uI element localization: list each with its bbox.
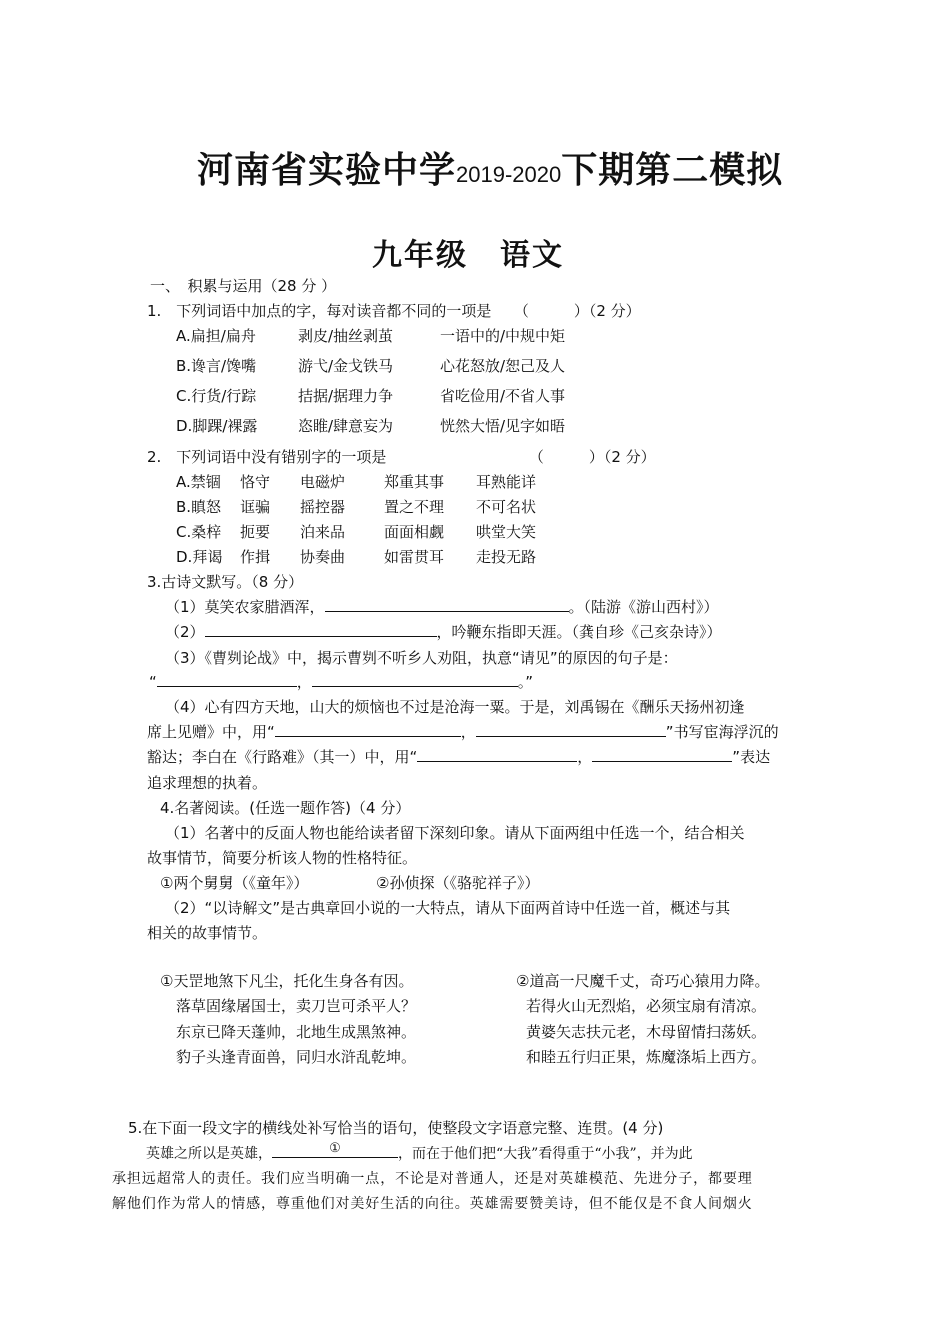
q2-d-1: D.拜谒 [176,548,223,566]
q1-b-1: B.谗言/馋嘴 [176,357,257,375]
comma: ， [296,673,312,691]
q2-stem: 2. 下列词语中没有错别字的一项是 （ ）（2 分） [147,448,656,466]
q1-a-3: 一语中的/中规中矩 [440,327,566,345]
q2-b-2: 诓骗 [240,498,271,516]
poem-2-line-2: 若得火山无烈焰，必须宝扇有清凉。 [526,997,767,1015]
q4-part1b: 故事情节，简要分析该人物的性格特征。 [147,849,418,867]
q2-b-4: 置之不理 [384,498,445,516]
q1-option-d [176,416,596,436]
q1-c-1: C.行货/行踪 [176,387,257,405]
q3-line4b-text: 席上见赠》中，用“ [147,723,275,741]
q1-c-2: 拮据/据理力争 [298,387,394,405]
q3-line4c-end: ”表达 [732,748,771,766]
q4-stem: 4.名著阅读。(任选一题作答)（4 分） [160,799,411,817]
q1-d-2: 恣睢/肆意妄为 [298,417,394,435]
q2-d-3: 协奏曲 [300,548,346,566]
q4-part2b: 相关的故事情节。 [147,924,268,942]
title-exam: 下期第二模拟 [561,149,784,191]
q1-d-1: D.脚踝/裸露 [176,417,258,435]
answer-blank[interactable] [275,722,461,737]
answer-blank[interactable] [476,722,666,737]
document-subtitle: 九年级 语文 [372,238,564,273]
q5-line3: 解他们作为常人的情感，尊重他们对美好生活的向往。英雄需要赞美诗，但不能仅是不食人间烟火 [112,1196,753,1212]
q1-b-3: 心花怒放/恕己及人 [440,357,566,375]
q3-line4b-end: ”书写宦海浮沉的 [665,723,779,741]
q3-stem: 3.古诗文默写。（8 分） [147,573,304,591]
q3-line4d: 追求理想的执着。 [147,774,268,792]
q2-d-5: 走投无路 [476,548,537,566]
q3-line4c [147,747,770,767]
q4-choice1: ①两个舅舅（《童年》） [160,874,309,892]
q3-line1 [165,597,719,617]
answer-blank[interactable] [325,597,569,612]
q1-a-2: 剥皮/抽丝剥茧 [298,327,394,345]
q2-a-2: 恪守 [240,473,271,491]
poem-2-line-3: 黄婆矢志扶元老，木母留情扫荡妖。 [526,1023,767,1041]
close-quote: 。” [517,673,534,691]
q1-option-c [176,386,596,406]
q3-line2-text: ，吟鞭东指即天涯。（龚自珍《己亥杂诗》） [436,623,722,641]
q1-option-a [176,326,596,346]
q3-line4a: （4）心有四方天地，山大的烦恼也不过是沧海一粟。于是，刘禹锡在《酬乐天扬州初逢 [165,698,745,716]
q3-line2-num: （2） [165,623,205,641]
q3-line2 [165,622,722,642]
q3-line4b [147,722,779,742]
q2-b-3: 摇控器 [300,498,346,516]
q2-option-d [176,547,576,567]
q1-c-3: 省吃俭用/不省人事 [440,387,566,405]
q5-line1-text: 英雄之所以是英雄， [146,1146,272,1162]
q3-line3: （3）《曹刿论战》中，揭示曹刿不听乡人劝阻，执意“请见”的原因的句子是： [165,649,678,667]
q1-stem: 1. 下列词语中加点的字，每对读音都不同的一项是 （ ）（2 分） [147,302,641,320]
q2-option-c [176,522,576,542]
q3-line1-text: （1）莫笑农家腊酒浑， [165,598,325,616]
q1-option-b [176,356,596,376]
q2-a-4: 郑重其事 [384,473,445,491]
comma: ， [460,723,476,741]
q5-line1-rest: ，而在于他们把“大我”看得重于“小我”，并为此 [398,1146,693,1162]
q2-a-5: 耳熟能详 [476,473,537,491]
q4-choice2: ②孙侦探（《骆驼祥子》） [376,874,540,892]
q4-part2a: （2）“以诗解文”是古典章回小说的一大特点，请从下面两首诗中任选一首，概述与其 [165,899,731,917]
q3-line4c-text: 豁达；李白在《行路难》（其一）中，用“ [147,748,418,766]
q2-d-4: 如雷贯耳 [384,548,445,566]
q2-option-b [176,497,576,517]
poem-1-line-4: 豹子头逢青面兽，同归水浒乱乾坤。 [176,1048,417,1066]
q2-c-5: 哄堂大笑 [476,523,537,541]
q3-line3-blanks [149,672,533,692]
q5-line2: 承担远超常人的责任。我们应当明确一点，不论是对普通人，还是对英雄模范、先进分子，都要理 [112,1171,753,1187]
document-title [197,142,783,193]
comma: ， [577,748,593,766]
q2-c-1: C.桑梓 [176,523,222,541]
section-heading: 一、 积累与运用（28 分 ） [150,277,337,295]
q2-c-3: 泊来品 [300,523,346,541]
q3-line1-source: 。（陆游《游山西村》） [568,598,719,616]
answer-blank[interactable] [592,747,732,762]
poem-2-line-4: 和睦五行归正果，炼魔涤垢上西方。 [526,1048,767,1066]
q5-line1 [146,1143,693,1164]
q1-a-1: A.扁担/扁舟 [176,327,256,345]
answer-blank-1[interactable] [272,1143,398,1158]
blank-marker: ① [329,1141,341,1156]
title-school: 河南省实验中学 [197,149,457,191]
open-quote: “ [149,673,157,691]
q2-c-4: 面面相觑 [384,523,445,541]
answer-blank[interactable] [312,672,518,687]
q2-option-a [176,472,576,492]
poem-1-line-1: ①天罡地煞下凡尘，托化生身各有因。 [160,972,414,990]
answer-blank[interactable] [417,747,577,762]
q2-a-3: 电磁炉 [300,473,346,491]
poem-1-line-2: 落草固缘屠国士，卖刀岂可杀平人？ [176,997,417,1015]
q1-d-3: 恍然大悟/见字如晤 [440,417,566,435]
q2-b-5: 不可名状 [476,498,537,516]
poem-1-line-3: 东京已降天蓬帅，北地生成黑煞神。 [176,1023,417,1041]
q2-a-1: A.禁锢 [176,473,221,491]
q1-b-2: 游弋/金戈铁马 [298,357,394,375]
answer-blank[interactable] [157,672,297,687]
answer-blank[interactable] [205,622,437,637]
poem-2-line-1: ②道高一尺魔千丈，奇巧心猿用力降。 [516,972,770,990]
q4-part1a: （1）名著中的反面人物也能给读者留下深刻印象。请从下面两组中任选一个，结合相关 [165,824,745,842]
title-year: 2019-2020 [456,162,562,187]
q2-c-2: 扼要 [240,523,271,541]
q2-d-2: 作揖 [240,548,271,566]
q2-b-1: B.瞋怒 [176,498,222,516]
q5-stem: 5.在下面一段文字的横线处补写恰当的语句，使整段文字语意完整、连贯。(4 分) [128,1119,664,1137]
